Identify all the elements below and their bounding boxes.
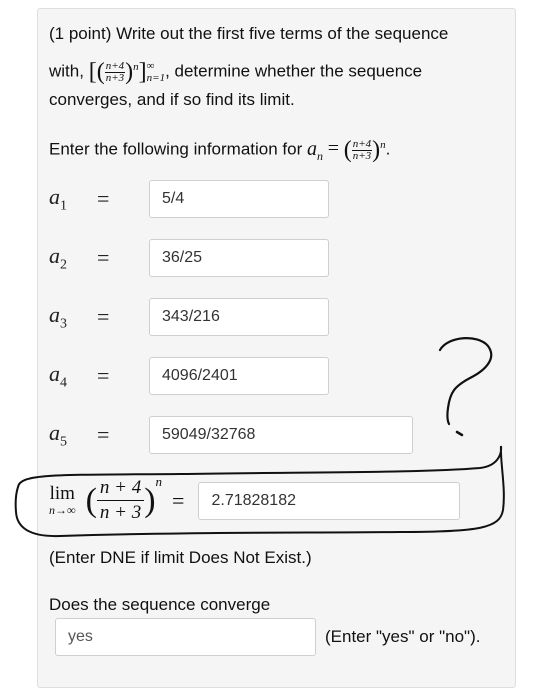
- term-input-5[interactable]: 59049/32768: [149, 416, 413, 454]
- equals-sign: =: [97, 245, 110, 270]
- converge-input[interactable]: yes: [55, 618, 316, 656]
- term-index: 3: [60, 316, 67, 332]
- term-row-2: [49, 239, 329, 277]
- term-index: 5: [60, 434, 67, 450]
- term-label-3: [49, 302, 97, 332]
- term-symbol: a: [49, 360, 60, 386]
- limit-numerator: n + 4: [97, 476, 144, 501]
- limit-row: [49, 476, 460, 525]
- converges-line: [49, 85, 295, 115]
- with-label: with,: [49, 61, 84, 81]
- intro-text: (1 point) Write out the first five terms of the sequence: [49, 24, 449, 43]
- bracket-bounds: [147, 60, 165, 84]
- term-index: 1: [60, 198, 67, 214]
- converges-text: converges, and if so find its limit.: [49, 90, 295, 109]
- term-input-3[interactable]: 343/216: [149, 298, 329, 336]
- equals-sign: =: [172, 487, 185, 513]
- term-label-4: [49, 361, 97, 391]
- enter-info-text: Enter the following information for: [49, 139, 303, 159]
- left-bracket: [: [88, 59, 97, 86]
- converge-question: [49, 590, 270, 620]
- a-n-symbol: $a_n$: [306, 137, 323, 163]
- term-symbol: a: [49, 419, 60, 445]
- equals-sign: =: [97, 304, 110, 329]
- term-index: 4: [60, 375, 67, 391]
- dne-text: (Enter DNE if limit Does Not Exist.): [49, 548, 312, 567]
- an-exponent: n: [380, 139, 386, 151]
- upper-bound: ∞: [146, 60, 155, 73]
- term-symbol: a: [49, 301, 60, 327]
- converge-question-text: Does the sequence converge: [49, 595, 271, 614]
- left-paren: (: [96, 59, 105, 86]
- an-denominator: n+3: [352, 149, 372, 162]
- fraction-denominator: n+3: [105, 71, 125, 84]
- an-fraction: [352, 139, 372, 162]
- converge-hint: [325, 622, 480, 652]
- limit-right-paren: ): [144, 481, 156, 519]
- enter-info-line: Enter the following information for $a_n$ = ( $\frac{n+4}{n+3}$ )$^n$.: [49, 137, 391, 164]
- lim-subscript: n→∞: [49, 502, 76, 517]
- term-row-4: [49, 357, 329, 395]
- term-row-3: [49, 298, 329, 336]
- term-index: 2: [60, 257, 67, 273]
- equals-sign: =: [97, 186, 110, 211]
- exponent-n: n: [133, 61, 139, 73]
- term-label-5: [49, 420, 97, 450]
- term-row-1: [49, 180, 329, 218]
- right-paren-2: ): [372, 137, 381, 164]
- limit-operator: [49, 482, 76, 517]
- lim-word: lim: [49, 482, 75, 504]
- limit-fraction: [97, 476, 144, 525]
- term-row-5: [49, 416, 413, 454]
- converge-hint-text: (Enter "yes" or "no").: [325, 627, 481, 646]
- equals-sign: =: [327, 137, 339, 160]
- term-label-1: [49, 184, 97, 214]
- limit-denominator: n + 3: [99, 502, 142, 523]
- term-input-2[interactable]: 36/25: [149, 239, 329, 277]
- right-paren: ): [125, 59, 134, 86]
- sequence-fraction: [105, 61, 125, 84]
- term-input-4[interactable]: 4096/2401: [149, 357, 329, 395]
- term-symbol: a: [49, 242, 60, 268]
- limit-exponent: n: [155, 474, 163, 489]
- left-paren-2: (: [343, 137, 352, 164]
- term-symbol: a: [49, 183, 60, 209]
- determine-text: , determine whether the sequence: [165, 61, 423, 81]
- term-input-1[interactable]: 5/4: [149, 180, 329, 218]
- equals-sign: =: [97, 422, 110, 447]
- fraction-numerator: n+4: [105, 59, 125, 72]
- sequence-definition: [49, 52, 422, 87]
- equals-sign: =: [97, 363, 110, 388]
- lower-bound: n=1: [146, 72, 166, 85]
- dne-note: [49, 543, 312, 573]
- right-bracket: ]: [138, 59, 147, 86]
- limit-input[interactable]: 2.71828182: [198, 482, 460, 520]
- term-label-2: [49, 243, 97, 273]
- problem-intro: [49, 19, 448, 49]
- limit-left-paren: (: [85, 481, 97, 519]
- an-numerator: n+4: [352, 137, 372, 150]
